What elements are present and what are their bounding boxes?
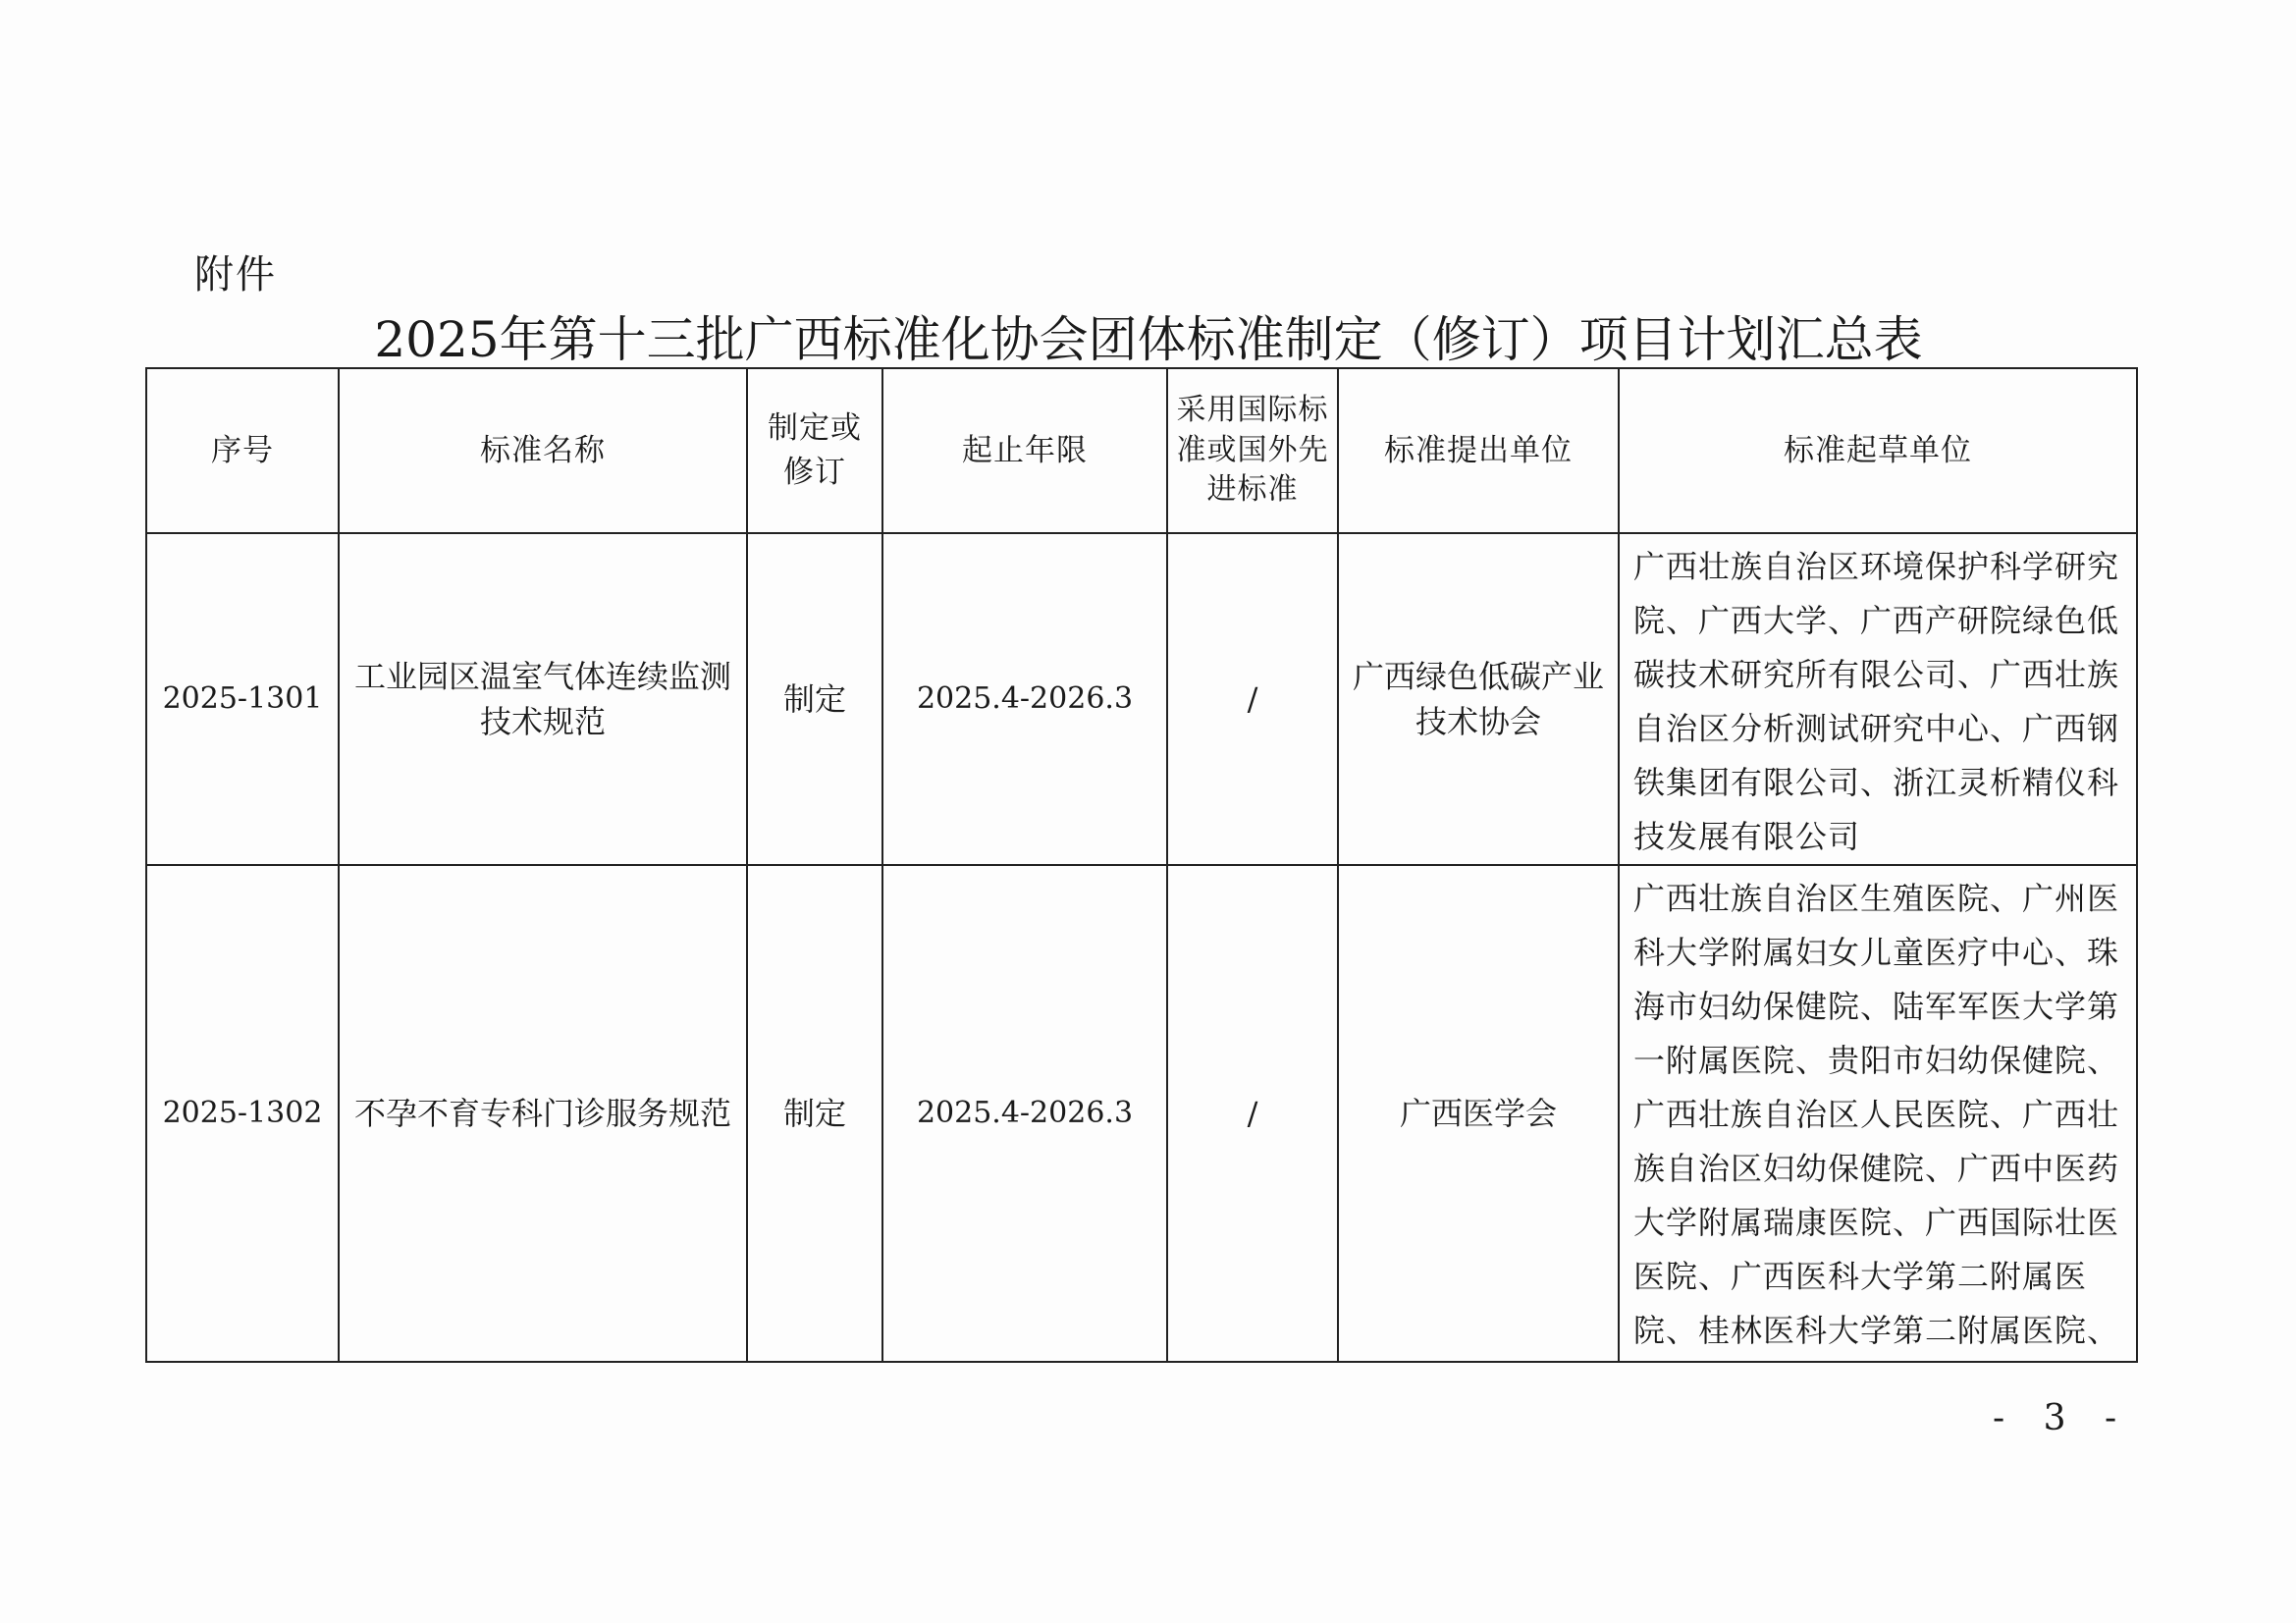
row-type: 制定 bbox=[747, 533, 882, 865]
row-type: 制定 bbox=[747, 865, 882, 1362]
table-row bbox=[146, 865, 2137, 1362]
page-number: - 3 - bbox=[1993, 1398, 2131, 1438]
project-plan-table bbox=[145, 367, 2138, 1363]
header-period: 起止年限 bbox=[882, 368, 1167, 533]
row-standard-name: 不孕不育专科门诊服务规范 bbox=[339, 865, 747, 1362]
table-row bbox=[146, 533, 2137, 865]
document-title: 2025年第十三批广西标准化协会团体标准制定（修订）项目计划汇总表 bbox=[374, 311, 1923, 368]
row-drafters: 广西壮族自治区环境保护科学研究院、广西大学、广西产研院绿色低碳技术研究所有限公司、广西壮族自治区分析测试研究中心、广西钢铁集团有限公司、浙江灵析精仪科技发展有限公司 bbox=[1619, 533, 2137, 865]
header-standard-name: 标准名称 bbox=[339, 368, 747, 533]
header-formulate-or-revise: 制定或修订 bbox=[747, 368, 882, 533]
row-adopt: / bbox=[1167, 865, 1338, 1362]
row-drafters: 广西壮族自治区生殖医院、广州医科大学附属妇女儿童医疗中心、珠海市妇幼保健院、陆军军医大学第一附属医院、贵阳市妇幼保健院、广西壮族自治区人民医院、广西壮族自治区妇幼保健院、广西中医药大学附属瑞康医院、广西国际壮医医院、广西医科大学第二附属医院、桂林医科大学第二附属医院、 bbox=[1619, 865, 2137, 1362]
row-period: 2025.4-2026.3 bbox=[882, 533, 1167, 865]
header-proposing-unit: 标准提出单位 bbox=[1338, 368, 1619, 533]
row-serial-number: 2025-1301 bbox=[146, 533, 339, 865]
row-proposer: 广西绿色低碳产业技术协会 bbox=[1338, 533, 1619, 865]
row-proposer: 广西医学会 bbox=[1338, 865, 1619, 1362]
row-adopt: / bbox=[1167, 533, 1338, 865]
row-period: 2025.4-2026.3 bbox=[882, 865, 1167, 1362]
row-standard-name: 工业园区温室气体连续监测技术规范 bbox=[339, 533, 747, 865]
row-serial-number: 2025-1302 bbox=[146, 865, 339, 1362]
header-row bbox=[146, 368, 2137, 533]
attachment-label: 附件 bbox=[194, 252, 277, 298]
header-adopt-international-standard: 采用国际标准或国外先进标准 bbox=[1167, 368, 1338, 533]
header-drafting-unit: 标准起草单位 bbox=[1619, 368, 2137, 533]
header-serial-number: 序号 bbox=[146, 368, 339, 533]
